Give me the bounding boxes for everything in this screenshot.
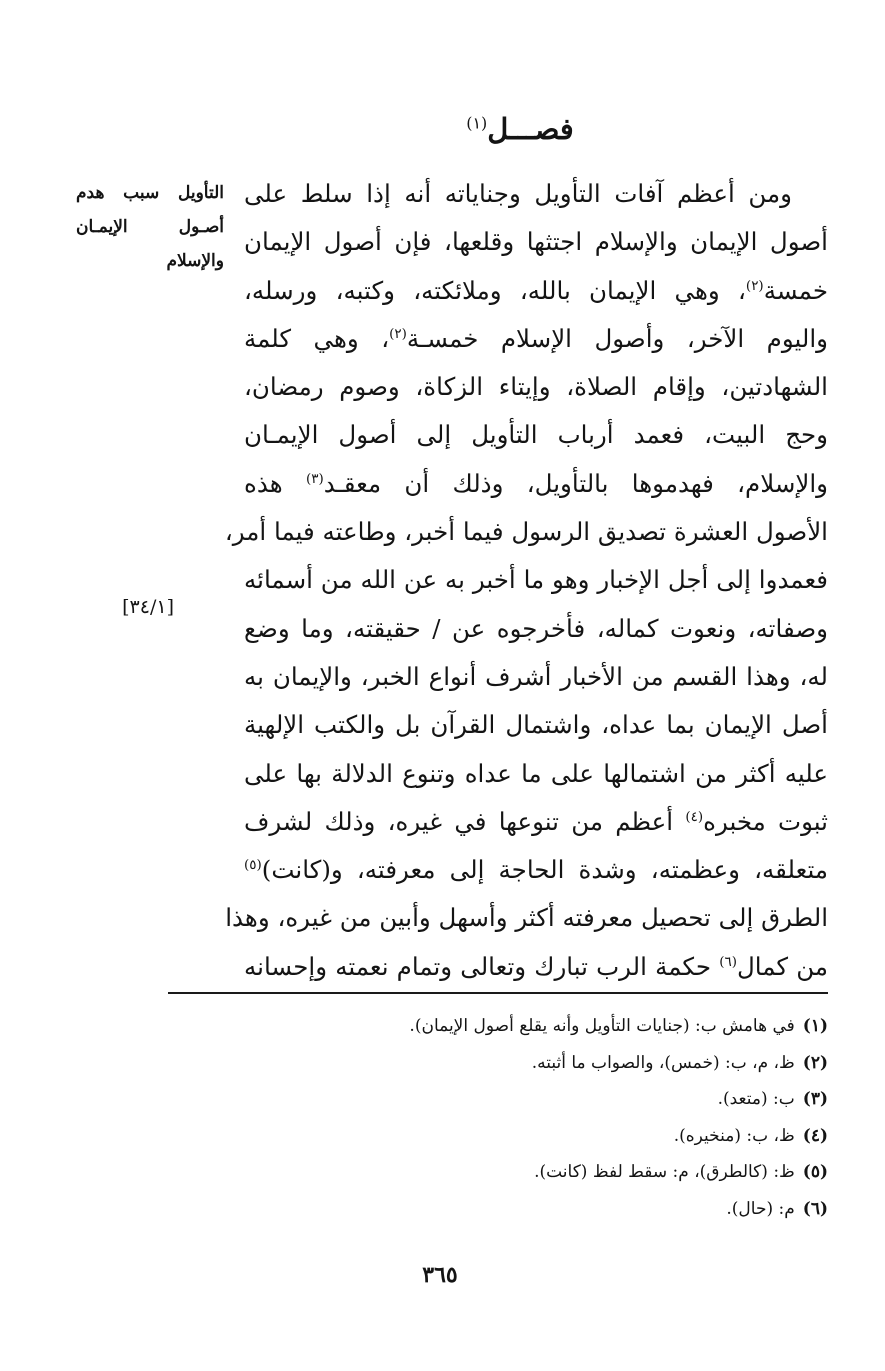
margin-note-line: والإسلام (166, 251, 224, 271)
text-line: فعمدوا إلى أجل الإخبار وهو ما أخبر به عن الله من أسمائه (244, 565, 828, 595)
text-line: خمسة$^{(٢)}$، وهي الإيمان بالله، وملائكته، وكتبه، ورسله، (244, 275, 828, 305)
footnote (260, 1191, 828, 1228)
footnote-ref[interactable]: (٢) (745, 277, 764, 294)
text-line: من كمال$^{(٦)}$ حكمة الرب تبارك وتعالى وتمام نعمته وإحسانه (244, 951, 828, 981)
footnote (260, 1008, 828, 1045)
text-line: ومن أعظم آفات التأويل وجناياته أنه إذا سلط على (244, 179, 792, 208)
footnote-number: (٣) (802, 1089, 828, 1109)
footnote-text: ظ، م، ب: (خمس)، والصواب ما أثبته. (531, 1052, 795, 1073)
margin-note-line: أصـول الإيمـان (76, 217, 224, 237)
footnote-ref[interactable]: (٣) (305, 470, 324, 487)
heading-footnote-ref[interactable]: (١) (466, 113, 488, 133)
text-line: أصل الإيمان بما عداه، واشتمال القرآن بل والكتب الإلهية (244, 710, 828, 740)
footnote-text: ظ: (كالطرق)، م: سقط لفظ (كانت). (534, 1162, 795, 1182)
footnote-text: ظ، ب: (منخيره). (673, 1125, 795, 1146)
margin-note-line: التأويل سبب هدم (76, 183, 224, 203)
section-title: فصـــل (487, 112, 574, 146)
footnote-divider (168, 992, 828, 994)
text-line: أصول الإيمان والإسلام اجتثها وقلعها، فإن أصول الإيمان (244, 227, 828, 257)
footnote-number: (٥) (802, 1162, 828, 1182)
footnote-number: (١) (802, 1016, 828, 1036)
section-heading (420, 112, 620, 146)
footnote-number: (٦) (802, 1198, 828, 1219)
footnote (260, 1045, 828, 1082)
text-line: الأصول العشرة تصديق الرسول فيما أخبر، وطاعته فيما أمر، (224, 517, 828, 547)
footnote (260, 1081, 828, 1118)
footnote-ref[interactable]: (٦) (719, 953, 737, 970)
text-line: الطرق إلى تحصيل معرفته أكثر وأسهل وأبين من غيره، وهذا (225, 903, 828, 933)
footnote-ref[interactable]: (٥) (244, 857, 262, 873)
main-text (224, 170, 829, 991)
text-line: وصفاته، ونعوت كماله، فأخرجوه عن / حقيقته، وما وضع (244, 613, 828, 643)
text-line: له، وهذا القسم من الأخبار أشرف أنواع الخبر، والإيمان به (244, 661, 828, 691)
manuscript-page-reference: [٣٤/١] (122, 596, 174, 618)
page-number: ٣٦٥ (422, 1262, 458, 1288)
text-line: وحج البيت، فعمد أرباب التأويل إلى أصول الإيمـان (244, 420, 828, 450)
text-line: عليه أكثر من اشتمالها على ما عداه وتنوع الدلالة بها على (244, 758, 828, 788)
footnotes (260, 1008, 828, 1227)
text-line: الشهادتين، وإقام الصلاة، وإيتاء الزكاة، وصوم رمضان، (244, 372, 828, 402)
footnote-text: في هامش ب: (جنايات التأويل وأنه يقلع أصول الإيمان). (409, 1016, 795, 1036)
text-line: ثبوت مخبره$^{(٤)}$ أعظم من تنوعها في غيره، وذلك لشرف (244, 806, 828, 836)
text-line: متعلقه، وعظمته، وشدة الحاجة إلى معرفته، و(كانت)$^{(٥)}$ (244, 855, 828, 885)
footnote (260, 1154, 828, 1191)
text-line: والإسلام، فهدموها بالتأويل، وذلك أن معقـد$^{(٣)}$ هذه (244, 468, 828, 498)
footnote-ref[interactable]: (٢) (389, 325, 407, 342)
footnote-number: (٤) (802, 1125, 828, 1146)
footnote-ref[interactable]: (٤) (685, 808, 704, 825)
footnote-text: م: (حال). (726, 1198, 795, 1219)
footnote-number: (٢) (802, 1052, 828, 1073)
footnote-text: ب: (متعد). (717, 1089, 795, 1109)
text-line: واليوم الآخر، وأصول الإسلام خمسـة$^{(٢)}$، وهي كلمة (244, 323, 829, 353)
footnote (260, 1118, 828, 1155)
margin-note (76, 176, 224, 278)
